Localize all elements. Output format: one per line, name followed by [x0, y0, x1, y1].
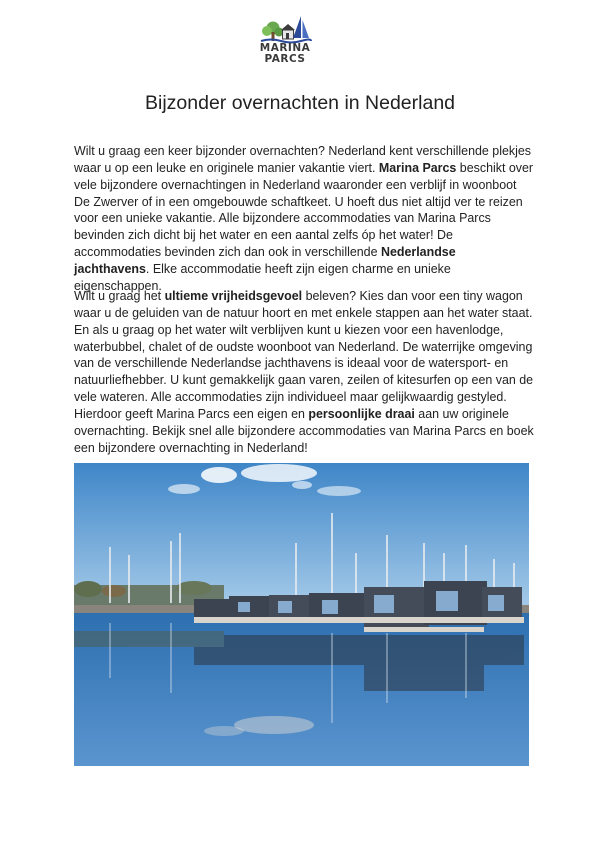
p2-bold-vrijheidsgevoel: ultieme vrijheidsgevoel: [164, 289, 303, 303]
intro-paragraph: [74, 143, 534, 295]
p1-text-1: Wilt u graag een keer bijzonder overnachten? Nederland kent verschillende plekjes waar u op een leuke en originele manier vakantie viert.: [74, 144, 531, 175]
p1-text-3: . Elke accommodatie heeft zijn eigen charme en unieke eigenschappen.: [74, 261, 451, 293]
second-paragraph: [74, 288, 534, 456]
marina-photo: [74, 463, 529, 766]
page-title: Bijzonder overnachten in Nederland: [144, 92, 456, 114]
p1-text-2: beschikt over vele bijzondere overnachtingen in Nederland waaronder een verblijf in woonboot De Zwerver of in een omgebouwde schaftkeet. U hoeft dus niet altijd ver te reizen voor een unieke vakantie. Alle bijzondere accommodaties van Marina Parcs bevinden zich dicht bij het water en een aantal zelfs óp het water! De accommodaties bevinden zich dan ook in verschillende: [74, 160, 534, 260]
p2-text-2: beleven? Kies dan voor een tiny wagon waar u de geluiden van de natuur hoort en met enkele stappen aan het water staat. En als u graag op het water wilt verblijven kunt u kiezen voor een havenlodge, waterbubbel, chalet of de oudste woonboot van Nederland. De waterrijke omgeving van de verschillende Nederlandse jachthavens is ideaal voor de watersport- en natuurliefhebber. U kunt gemakkelijk gaan varen, zeilen of kitesurfen op een van de vele wateren. Alle accommodaties zijn individueel maar gelijkwaardig gestyled. Hierdoor geeft Marina Parcs een eigen en: [74, 289, 534, 421]
brand-name: [250, 43, 320, 65]
p1-bold-jachthavens: Nederlandse jachthavens: [74, 245, 456, 276]
p1-bold-marina-parcs: Marina Parcs: [378, 160, 457, 175]
brand-line2: PARCS: [264, 53, 306, 65]
p2-text-1: Wilt u graag het: [74, 289, 165, 303]
p2-text-3: aan uw originele overnachting. Bekijk snel alle bijzondere accommodaties van Marina Parcs en boek een bijzondere overnachting in Nederland!: [74, 406, 534, 455]
brand-line1: MARINA: [259, 42, 311, 54]
p2-bold-persoonlijke-draai: persoonlijke draai: [308, 406, 415, 421]
